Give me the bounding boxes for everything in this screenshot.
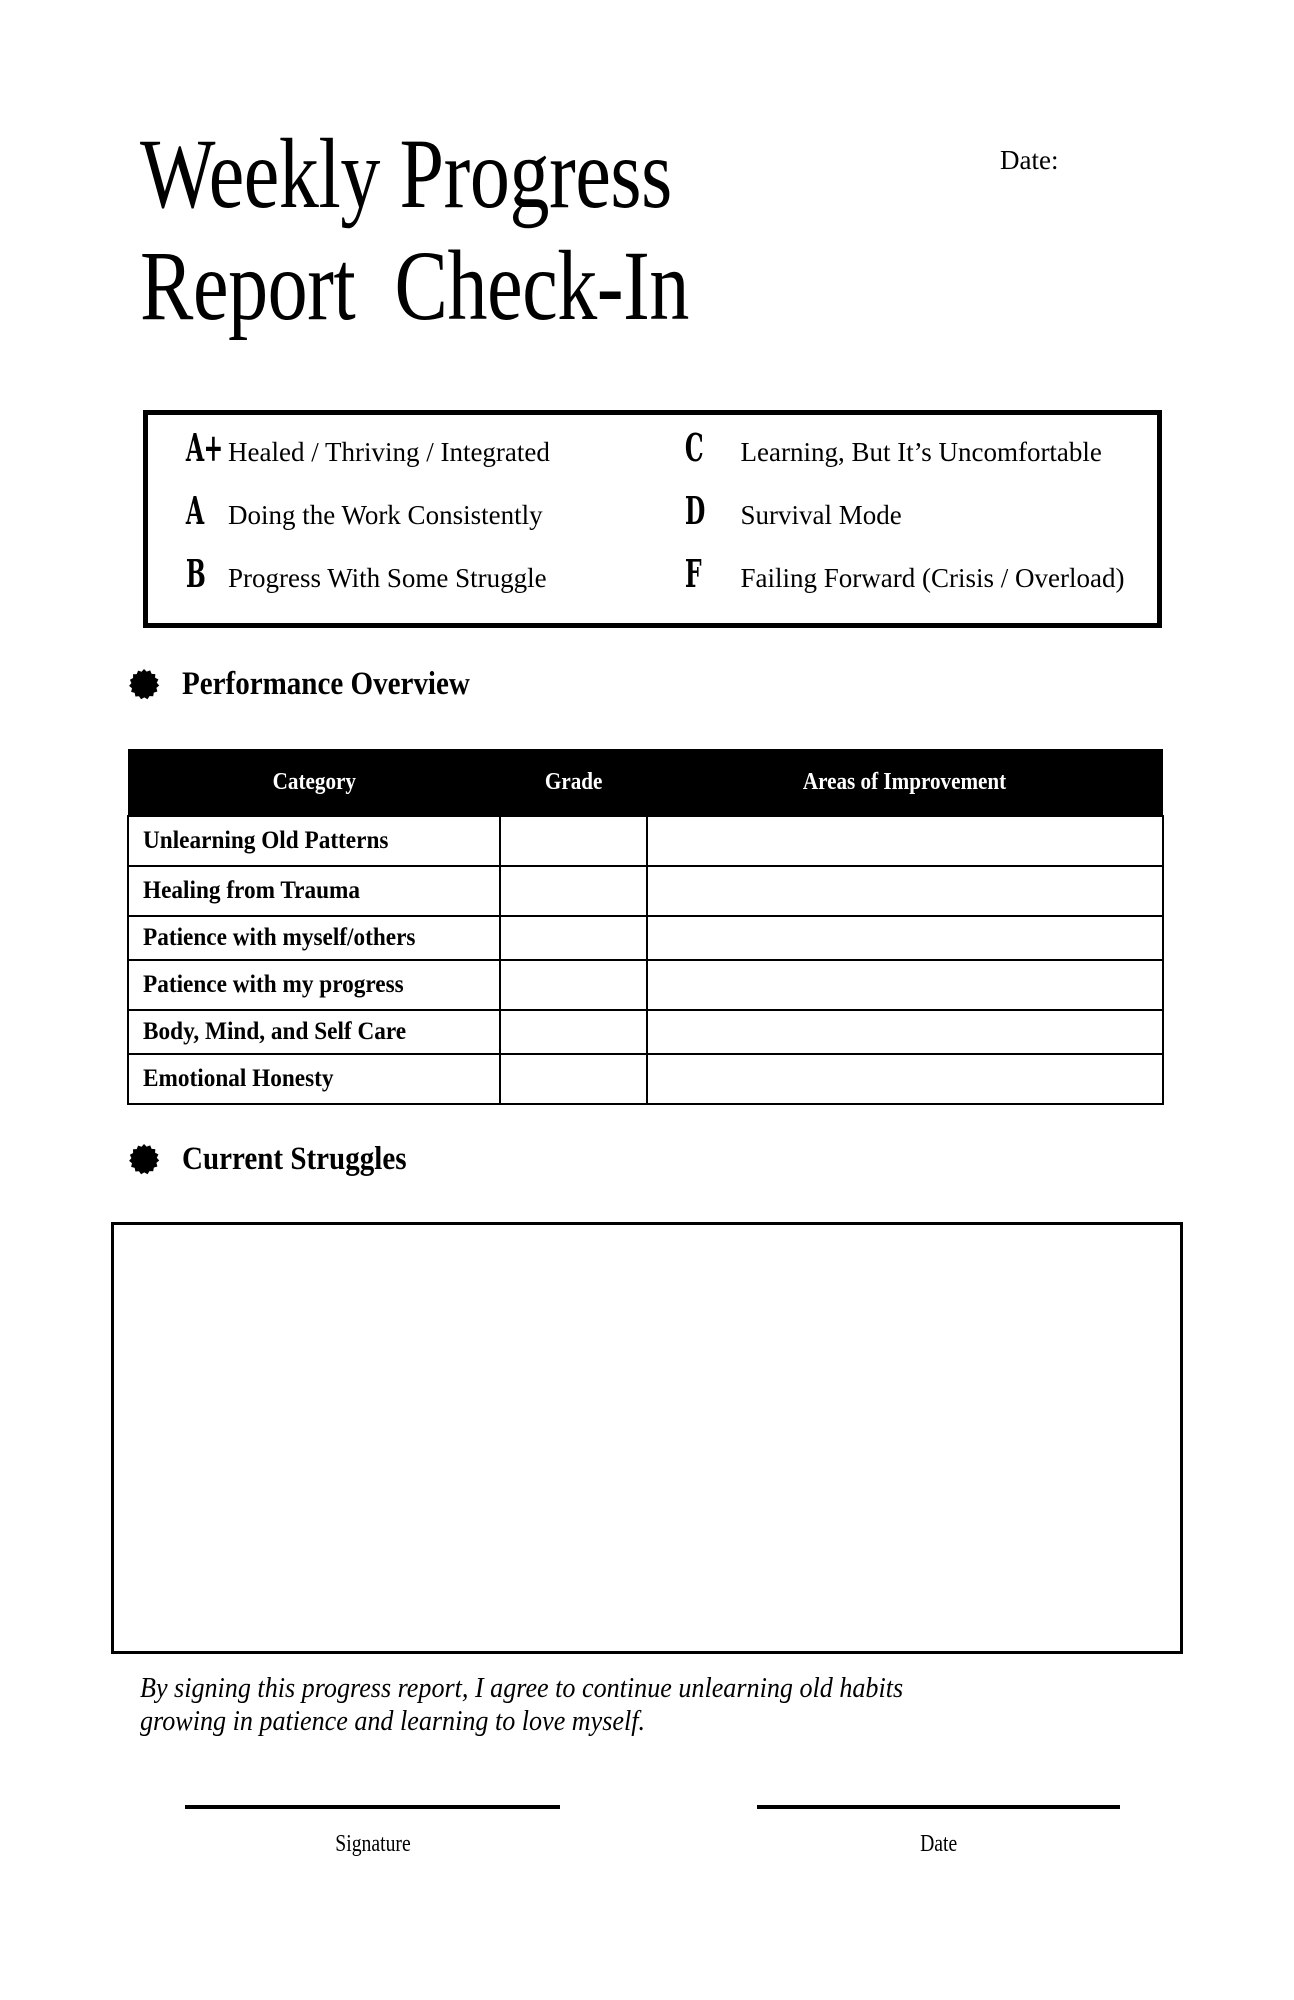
agreement-statement <box>140 1672 1100 1738</box>
grade-letter: F <box>684 550 701 596</box>
agreement-line-1: By signing this progress report, I agree to continue unlearning old habits <box>140 1672 904 1704</box>
section-heading-performance-overview <box>128 665 509 703</box>
table-cell-category <box>128 960 500 1010</box>
grade-letter: A+ <box>185 425 223 471</box>
table-header-areas-label: Areas of Improvement <box>803 769 1007 795</box>
table-row <box>128 1010 1163 1054</box>
table-row <box>128 866 1163 916</box>
grade-letter: A <box>185 487 204 533</box>
table-cell-category <box>128 816 500 866</box>
table-cell-grade[interactable] <box>500 916 647 960</box>
grade-letter: B <box>185 550 206 596</box>
table-row <box>128 1054 1163 1104</box>
grade-description: Doing the Work Consistently <box>228 499 543 530</box>
starburst-bullet-icon <box>128 1143 160 1175</box>
grade-legend-box <box>143 410 1162 628</box>
page-title-line-2: Report Check-In <box>140 230 689 341</box>
performance-overview-table <box>127 749 1164 1105</box>
grade-legend-item <box>176 489 653 549</box>
category-label: Unlearning Old Patterns <box>143 827 389 854</box>
grade-legend-left-column <box>148 425 653 613</box>
signature-label-text: Signature <box>334 1831 411 1857</box>
grade-description: Healed / Thriving / Integrated <box>228 437 550 468</box>
grade-description: Failing Forward (Crisis / Overload) <box>740 562 1125 593</box>
section-heading-label: Current Struggles <box>182 1141 407 1177</box>
table-cell-category <box>128 1010 500 1054</box>
grade-letter: D <box>684 487 705 533</box>
grade-legend-item <box>176 426 653 486</box>
grade-legend-item <box>675 552 1158 612</box>
category-label: Body, Mind, and Self Care <box>143 1018 407 1045</box>
table-cell-areas-of-improvement[interactable] <box>647 960 1163 1010</box>
page-title <box>140 118 1040 342</box>
date-line[interactable] <box>757 1805 1120 1809</box>
table-cell-grade[interactable] <box>500 960 647 1010</box>
grade-description: Survival Mode <box>740 499 902 530</box>
grade-description: Learning, But It’s Uncomfortable <box>740 437 1102 468</box>
table-cell-category <box>128 916 500 960</box>
signature-label <box>185 1830 560 1858</box>
table-cell-category <box>128 866 500 916</box>
section-heading-current-struggles <box>128 1140 437 1178</box>
date-line-label <box>757 1830 1120 1858</box>
grade-legend-right-column <box>653 425 1158 613</box>
table-header-category-label: Category <box>272 769 356 795</box>
grade-description: Progress With Some Struggle <box>228 562 547 593</box>
table-row <box>128 960 1163 1010</box>
grade-legend-item <box>675 489 1158 549</box>
starburst-bullet-icon <box>128 668 160 700</box>
table-cell-areas-of-improvement[interactable] <box>647 866 1163 916</box>
table-header-grade-label: Grade <box>544 769 603 795</box>
page-title-line-1: Weekly Progress <box>140 118 672 229</box>
table-cell-areas-of-improvement[interactable] <box>647 916 1163 960</box>
table-cell-grade[interactable] <box>500 1010 647 1054</box>
table-cell-areas-of-improvement[interactable] <box>647 816 1163 866</box>
table-cell-category <box>128 1054 500 1104</box>
section-heading-label: Performance Overview <box>182 666 470 702</box>
table-cell-areas-of-improvement[interactable] <box>647 1010 1163 1054</box>
current-struggles-input-box[interactable] <box>111 1222 1183 1654</box>
table-cell-areas-of-improvement[interactable] <box>647 1054 1163 1104</box>
date-field-label: Date: <box>1000 145 1059 175</box>
category-label: Emotional Honesty <box>143 1065 334 1092</box>
signature-line[interactable] <box>185 1805 560 1809</box>
table-header-category <box>128 749 500 816</box>
table-header-grade <box>500 749 647 816</box>
table-header-areas <box>647 749 1163 816</box>
grade-letter: C <box>684 425 703 471</box>
table-cell-grade[interactable] <box>500 866 647 916</box>
category-label: Healing from Trauma <box>143 877 360 904</box>
agreement-line-2: growing in patience and learning to love myself. <box>140 1705 646 1737</box>
table-header-row <box>128 749 1163 816</box>
grade-legend-item <box>176 552 653 612</box>
table-row <box>128 816 1163 866</box>
grade-legend-item <box>675 426 1158 486</box>
table-cell-grade[interactable] <box>500 816 647 866</box>
table-row <box>128 916 1163 960</box>
date-label-text: Date <box>919 1831 958 1857</box>
category-label: Patience with myself/others <box>143 924 416 951</box>
category-label: Patience with my progress <box>143 971 404 998</box>
table-cell-grade[interactable] <box>500 1054 647 1104</box>
